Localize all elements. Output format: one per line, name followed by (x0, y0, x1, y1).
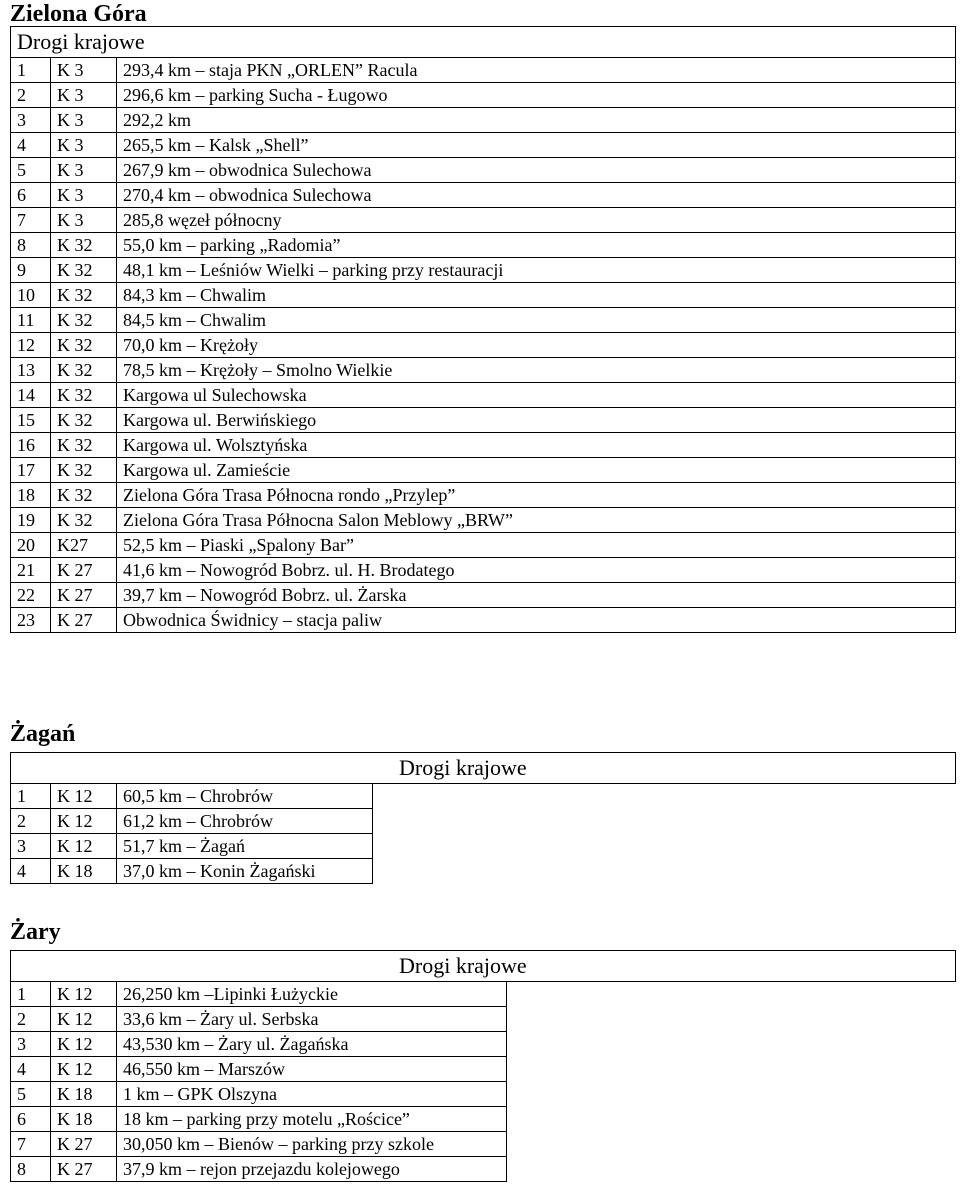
table-row (11, 583, 956, 608)
location-description: 48,1 km – Leśniów Wielki – parking przy restauracji (117, 258, 956, 283)
road-number: K 12 (51, 1057, 117, 1082)
location-description: 39,7 km – Nowogród Bobrz. ul. Żarska (117, 583, 956, 608)
row-number: 20 (11, 533, 51, 558)
empty-space (507, 982, 956, 1007)
road-number: K 12 (51, 1007, 117, 1032)
location-description: Kargowa ul. Berwińskiego (117, 408, 956, 433)
location-description: 84,5 km – Chwalim (117, 308, 956, 333)
road-number: K 27 (51, 583, 117, 608)
road-number: K 12 (51, 784, 117, 809)
table-zary (10, 950, 956, 1182)
row-number: 22 (11, 583, 51, 608)
table-row (11, 982, 956, 1007)
section-title-zary: Żary (10, 919, 61, 945)
location-description: 37,9 km – rejon przejazdu kolejowego (117, 1157, 507, 1182)
road-number: K 32 (51, 508, 117, 533)
location-description: 1 km – GPK Olszyna (117, 1082, 507, 1107)
table-heading: Drogi krajowe (11, 753, 956, 784)
road-number: K 27 (51, 558, 117, 583)
row-number: 6 (11, 1107, 51, 1132)
location-description: 52,5 km – Piaski „Spalony Bar” (117, 533, 956, 558)
table-row (11, 859, 956, 884)
table-row (11, 1032, 956, 1057)
table-row (11, 433, 956, 458)
table-row (11, 1157, 956, 1182)
location-description: 270,4 km – obwodnica Sulechowa (117, 183, 956, 208)
road-number: K 12 (51, 834, 117, 859)
row-number: 23 (11, 608, 51, 633)
row-number: 16 (11, 433, 51, 458)
table-row (11, 1007, 956, 1032)
location-description: 30,050 km – Bienów – parking przy szkole (117, 1132, 507, 1157)
row-number: 10 (11, 283, 51, 308)
section-title-zielona-gora: Zielona Góra (10, 1, 147, 27)
row-number: 3 (11, 834, 51, 859)
table-row (11, 208, 956, 233)
road-number: K 32 (51, 283, 117, 308)
road-number: K 32 (51, 233, 117, 258)
table-row (11, 183, 956, 208)
table-row (11, 809, 956, 834)
table-row (11, 458, 956, 483)
table-row (11, 408, 956, 433)
road-number: K27 (51, 533, 117, 558)
location-description: Kargowa ul. Wolsztyńska (117, 433, 956, 458)
table-row (11, 533, 956, 558)
table-heading: Drogi krajowe (11, 951, 956, 982)
row-number: 3 (11, 1032, 51, 1057)
location-description: 41,6 km – Nowogród Bobrz. ul. H. Brodatego (117, 558, 956, 583)
row-number: 14 (11, 383, 51, 408)
empty-space (507, 1132, 956, 1157)
table-row (11, 133, 956, 158)
location-description: 61,2 km – Chrobrów (117, 809, 373, 834)
row-number: 7 (11, 1132, 51, 1157)
row-number: 13 (11, 358, 51, 383)
location-description: 285,8 węzeł północny (117, 208, 956, 233)
empty-space (373, 784, 956, 809)
road-number: K 3 (51, 108, 117, 133)
table-row (11, 834, 956, 859)
table-row (11, 108, 956, 133)
row-number: 9 (11, 258, 51, 283)
row-number: 2 (11, 83, 51, 108)
road-number: K 32 (51, 383, 117, 408)
road-number: K 32 (51, 308, 117, 333)
road-number: K 32 (51, 433, 117, 458)
location-description: 293,4 km – staja PKN „ORLEN” Racula (117, 58, 956, 83)
road-number: K 18 (51, 1107, 117, 1132)
row-number: 15 (11, 408, 51, 433)
table-zagan (10, 752, 956, 884)
road-number: K 3 (51, 183, 117, 208)
table-row (11, 83, 956, 108)
row-number: 12 (11, 333, 51, 358)
table-row (11, 383, 956, 408)
table-row (11, 558, 956, 583)
location-description: 265,5 km – Kalsk „Shell” (117, 133, 956, 158)
location-description: 51,7 km – Żagań (117, 834, 373, 859)
location-description: Obwodnica Świdnicy – stacja paliw (117, 608, 956, 633)
location-description: 26,250 km –Lipinki Łużyckie (117, 982, 507, 1007)
table-row (11, 258, 956, 283)
row-number: 21 (11, 558, 51, 583)
road-number: K 3 (51, 83, 117, 108)
location-description: 70,0 km – Krężoły (117, 333, 956, 358)
row-number: 5 (11, 158, 51, 183)
empty-space (373, 809, 956, 834)
row-number: 8 (11, 233, 51, 258)
location-description: 46,550 km – Marszów (117, 1057, 507, 1082)
table-row (11, 158, 956, 183)
row-number: 1 (11, 784, 51, 809)
table-row (11, 283, 956, 308)
road-number: K 18 (51, 859, 117, 884)
road-number: K 18 (51, 1082, 117, 1107)
location-description: 60,5 km – Chrobrów (117, 784, 373, 809)
road-number: K 27 (51, 1157, 117, 1182)
location-description: 55,0 km – parking „Radomia” (117, 233, 956, 258)
location-description: 84,3 km – Chwalim (117, 283, 956, 308)
location-description: 37,0 km – Konin Żagański (117, 859, 373, 884)
road-number: K 3 (51, 58, 117, 83)
road-number: K 3 (51, 133, 117, 158)
table-row (11, 1057, 956, 1082)
row-number: 8 (11, 1157, 51, 1182)
row-number: 11 (11, 308, 51, 333)
empty-space (507, 1057, 956, 1082)
road-number: K 32 (51, 458, 117, 483)
road-number: K 12 (51, 809, 117, 834)
table-heading: Drogi krajowe (11, 27, 956, 58)
row-number: 5 (11, 1082, 51, 1107)
table-row (11, 233, 956, 258)
row-number: 18 (11, 483, 51, 508)
row-number: 6 (11, 183, 51, 208)
row-number: 2 (11, 1007, 51, 1032)
table-row (11, 608, 956, 633)
road-number: K 32 (51, 483, 117, 508)
location-description: 78,5 km – Krężoły – Smolno Wielkie (117, 358, 956, 383)
table-row (11, 333, 956, 358)
table-row (11, 358, 956, 383)
road-number: K 12 (51, 982, 117, 1007)
table-row (11, 508, 956, 533)
table-row (11, 784, 956, 809)
location-description: 267,9 km – obwodnica Sulechowa (117, 158, 956, 183)
location-description: Zielona Góra Trasa Północna Salon Meblowy „BRW” (117, 508, 956, 533)
empty-space (507, 1007, 956, 1032)
road-number: K 3 (51, 158, 117, 183)
location-description: 33,6 km – Żary ul. Serbska (117, 1007, 507, 1032)
empty-space (507, 1032, 956, 1057)
location-description: Kargowa ul Sulechowska (117, 383, 956, 408)
table-row (11, 58, 956, 83)
row-number: 7 (11, 208, 51, 233)
table-row (11, 308, 956, 333)
road-number: K 32 (51, 358, 117, 383)
empty-space (373, 834, 956, 859)
location-description: 43,530 km – Żary ul. Żagańska (117, 1032, 507, 1057)
road-number: K 27 (51, 608, 117, 633)
row-number: 4 (11, 133, 51, 158)
table-row (11, 1082, 956, 1107)
location-description: 18 km – parking przy motelu „Rościce” (117, 1107, 507, 1132)
table-row (11, 1132, 956, 1157)
road-number: K 32 (51, 258, 117, 283)
road-number: K 32 (51, 333, 117, 358)
row-number: 1 (11, 58, 51, 83)
location-description: 296,6 km – parking Sucha - Ługowo (117, 83, 956, 108)
row-number: 2 (11, 809, 51, 834)
location-description: Kargowa ul. Zamieście (117, 458, 956, 483)
table-row (11, 483, 956, 508)
empty-space (507, 1157, 956, 1182)
section-title-zagan: Żagań (10, 721, 76, 747)
row-number: 17 (11, 458, 51, 483)
row-number: 4 (11, 859, 51, 884)
table-zielona-gora (10, 26, 956, 633)
empty-space (507, 1107, 956, 1132)
row-number: 4 (11, 1057, 51, 1082)
empty-space (373, 859, 956, 884)
road-number: K 27 (51, 1132, 117, 1157)
location-description: Zielona Góra Trasa Północna rondo „Przylep” (117, 483, 956, 508)
empty-space (507, 1082, 956, 1107)
location-description: 292,2 km (117, 108, 956, 133)
table-row (11, 1107, 956, 1132)
row-number: 3 (11, 108, 51, 133)
road-number: K 32 (51, 408, 117, 433)
road-number: K 3 (51, 208, 117, 233)
row-number: 1 (11, 982, 51, 1007)
row-number: 19 (11, 508, 51, 533)
road-number: K 12 (51, 1032, 117, 1057)
